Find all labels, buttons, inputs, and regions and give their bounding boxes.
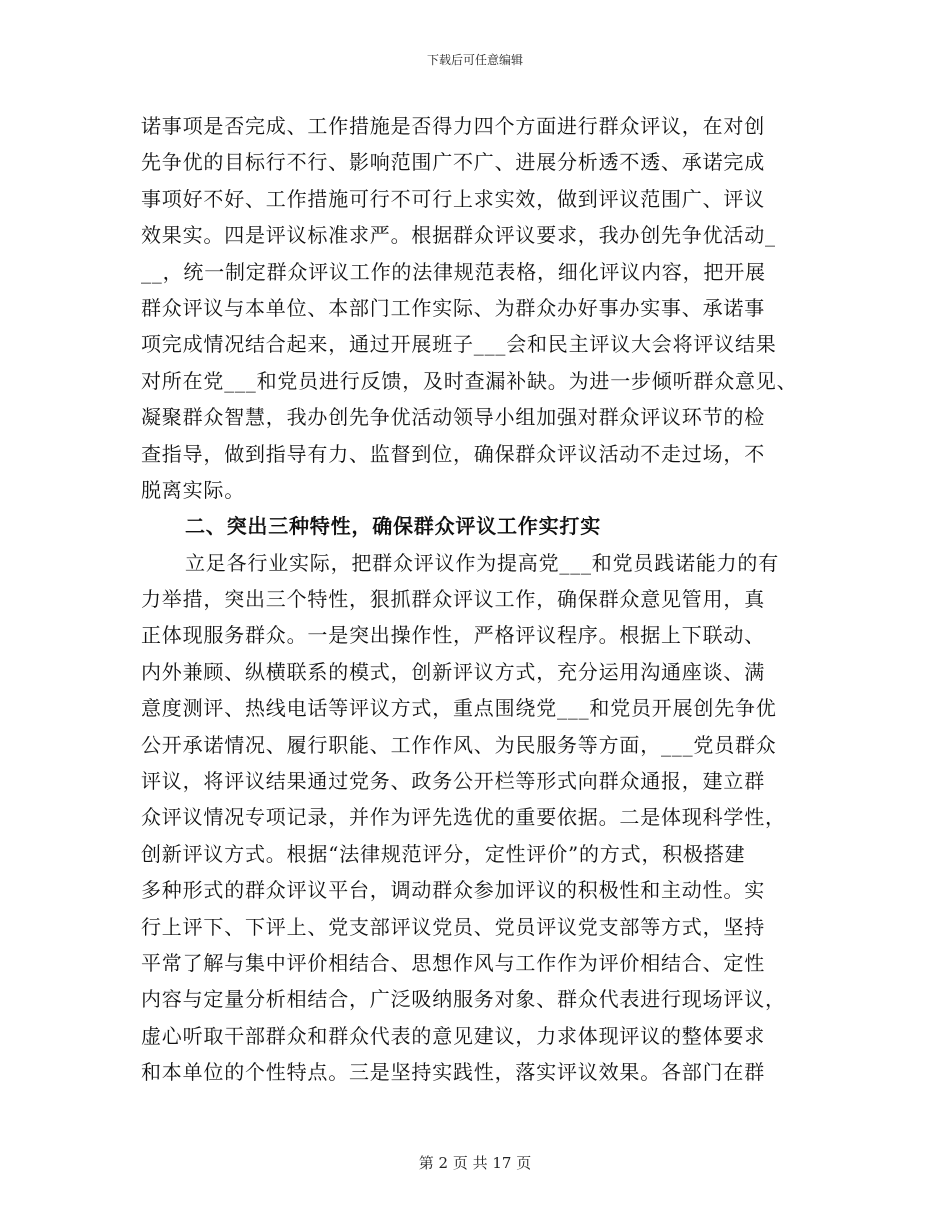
body-line: 凝聚群众智慧，我办创先争优活动领导小组加强对群众评议环节的检 [141,405,765,430]
body-line: 平常了解与集中评价相结合、思想作风与工作作为评价相结合、定性 [141,950,765,975]
body-line: __，统一制定群众评议工作的法律规范表格，细化评议内容，把开展 [141,259,766,284]
page-footer: 第 2 页 共 17 页 [418,1154,532,1172]
body-line: 正体现服务群众。一是突出操作性，严格评议程序。根据上下联动、 [141,623,765,648]
body-line: 虚心听取干部群众和群众代表的意见建议，力求体现评议的整体要求 [141,1023,765,1048]
body-line: 和本单位的个性特点。三是坚持实践性，落实评议效果。各部门在群 [141,1060,765,1085]
body-line: 创新评议方式。根据“法律规范评分，定性评价”的方式，积极搭建 [141,841,746,866]
body-line: 查指导，做到指导有力、监督到位，确保群众评议活动不走过场，不 [141,441,765,466]
body-line: 脱离实际。 [141,477,245,502]
body-line: 内容与定量分析相结合，广泛吸纳服务对象、群众代表进行现场评议， [141,987,786,1012]
document-body [141,108,821,1091]
page-header: 下载后可任意编辑 [426,53,523,67]
body-line: 多种形式的群众评议平台，调动群众参加评议的积极性和主动性。实 [141,878,765,903]
body-line: 力举措，突出三个特性，狠抓群众评议工作，确保群众意见管用，真 [141,587,765,612]
paragraph-first-line: 立足各行业实际，把群众评议作为提高党___和党员践诺能力的有 [185,550,779,575]
body-line: 对所在党___和党员进行反馈，及时查漏补缺。为进一步倾听群众意见、 [141,368,798,393]
body-line: 群众评议与本单位、本部门工作实际、为群众办好事办实事、承诺事 [141,295,765,320]
body-line: 诺事项是否完成、工作措施是否得力四个方面进行群众评议，在对创 [141,114,765,138]
body-line: 意度测评、热线电话等评议方式，重点围绕党___和党员开展创先争优 [141,696,777,721]
body-line: 项完成情况结合起来，通过开展班子___会和民主评议大会将评议结果 [141,332,777,357]
body-line: 评议，将评议结果通过党务、政务公开栏等形式向群众通报，建立群 [141,769,765,794]
body-line: 行上评下、下评上、党支部评议党员、党员评议党支部等方式，坚持 [141,914,765,939]
body-line: 众评议情况专项记录，并作为评先选优的重要依据。二是体现科学性， [141,805,786,830]
body-line: 事项好不好、工作措施可行不可行上求实效，做到评议范围广、评议 [141,186,765,211]
body-line: 先争优的目标行不行、影响范围广不广、进展分析透不透、承诺完成 [141,150,765,175]
section-heading: 二、突出三种特性，确保群众评议工作实打实 [185,514,601,539]
body-line: 效果实。四是评议标准求严。根据群众评议要求，我办创先争优活动_ [141,223,776,248]
body-line: 内外兼顾、纵横联系的模式，创新评议方式，充分运用沟通座谈、满 [141,659,765,684]
body-line: 公开承诺情况、履行职能、工作作风、为民服务等方面，___党员群众 [141,732,777,757]
